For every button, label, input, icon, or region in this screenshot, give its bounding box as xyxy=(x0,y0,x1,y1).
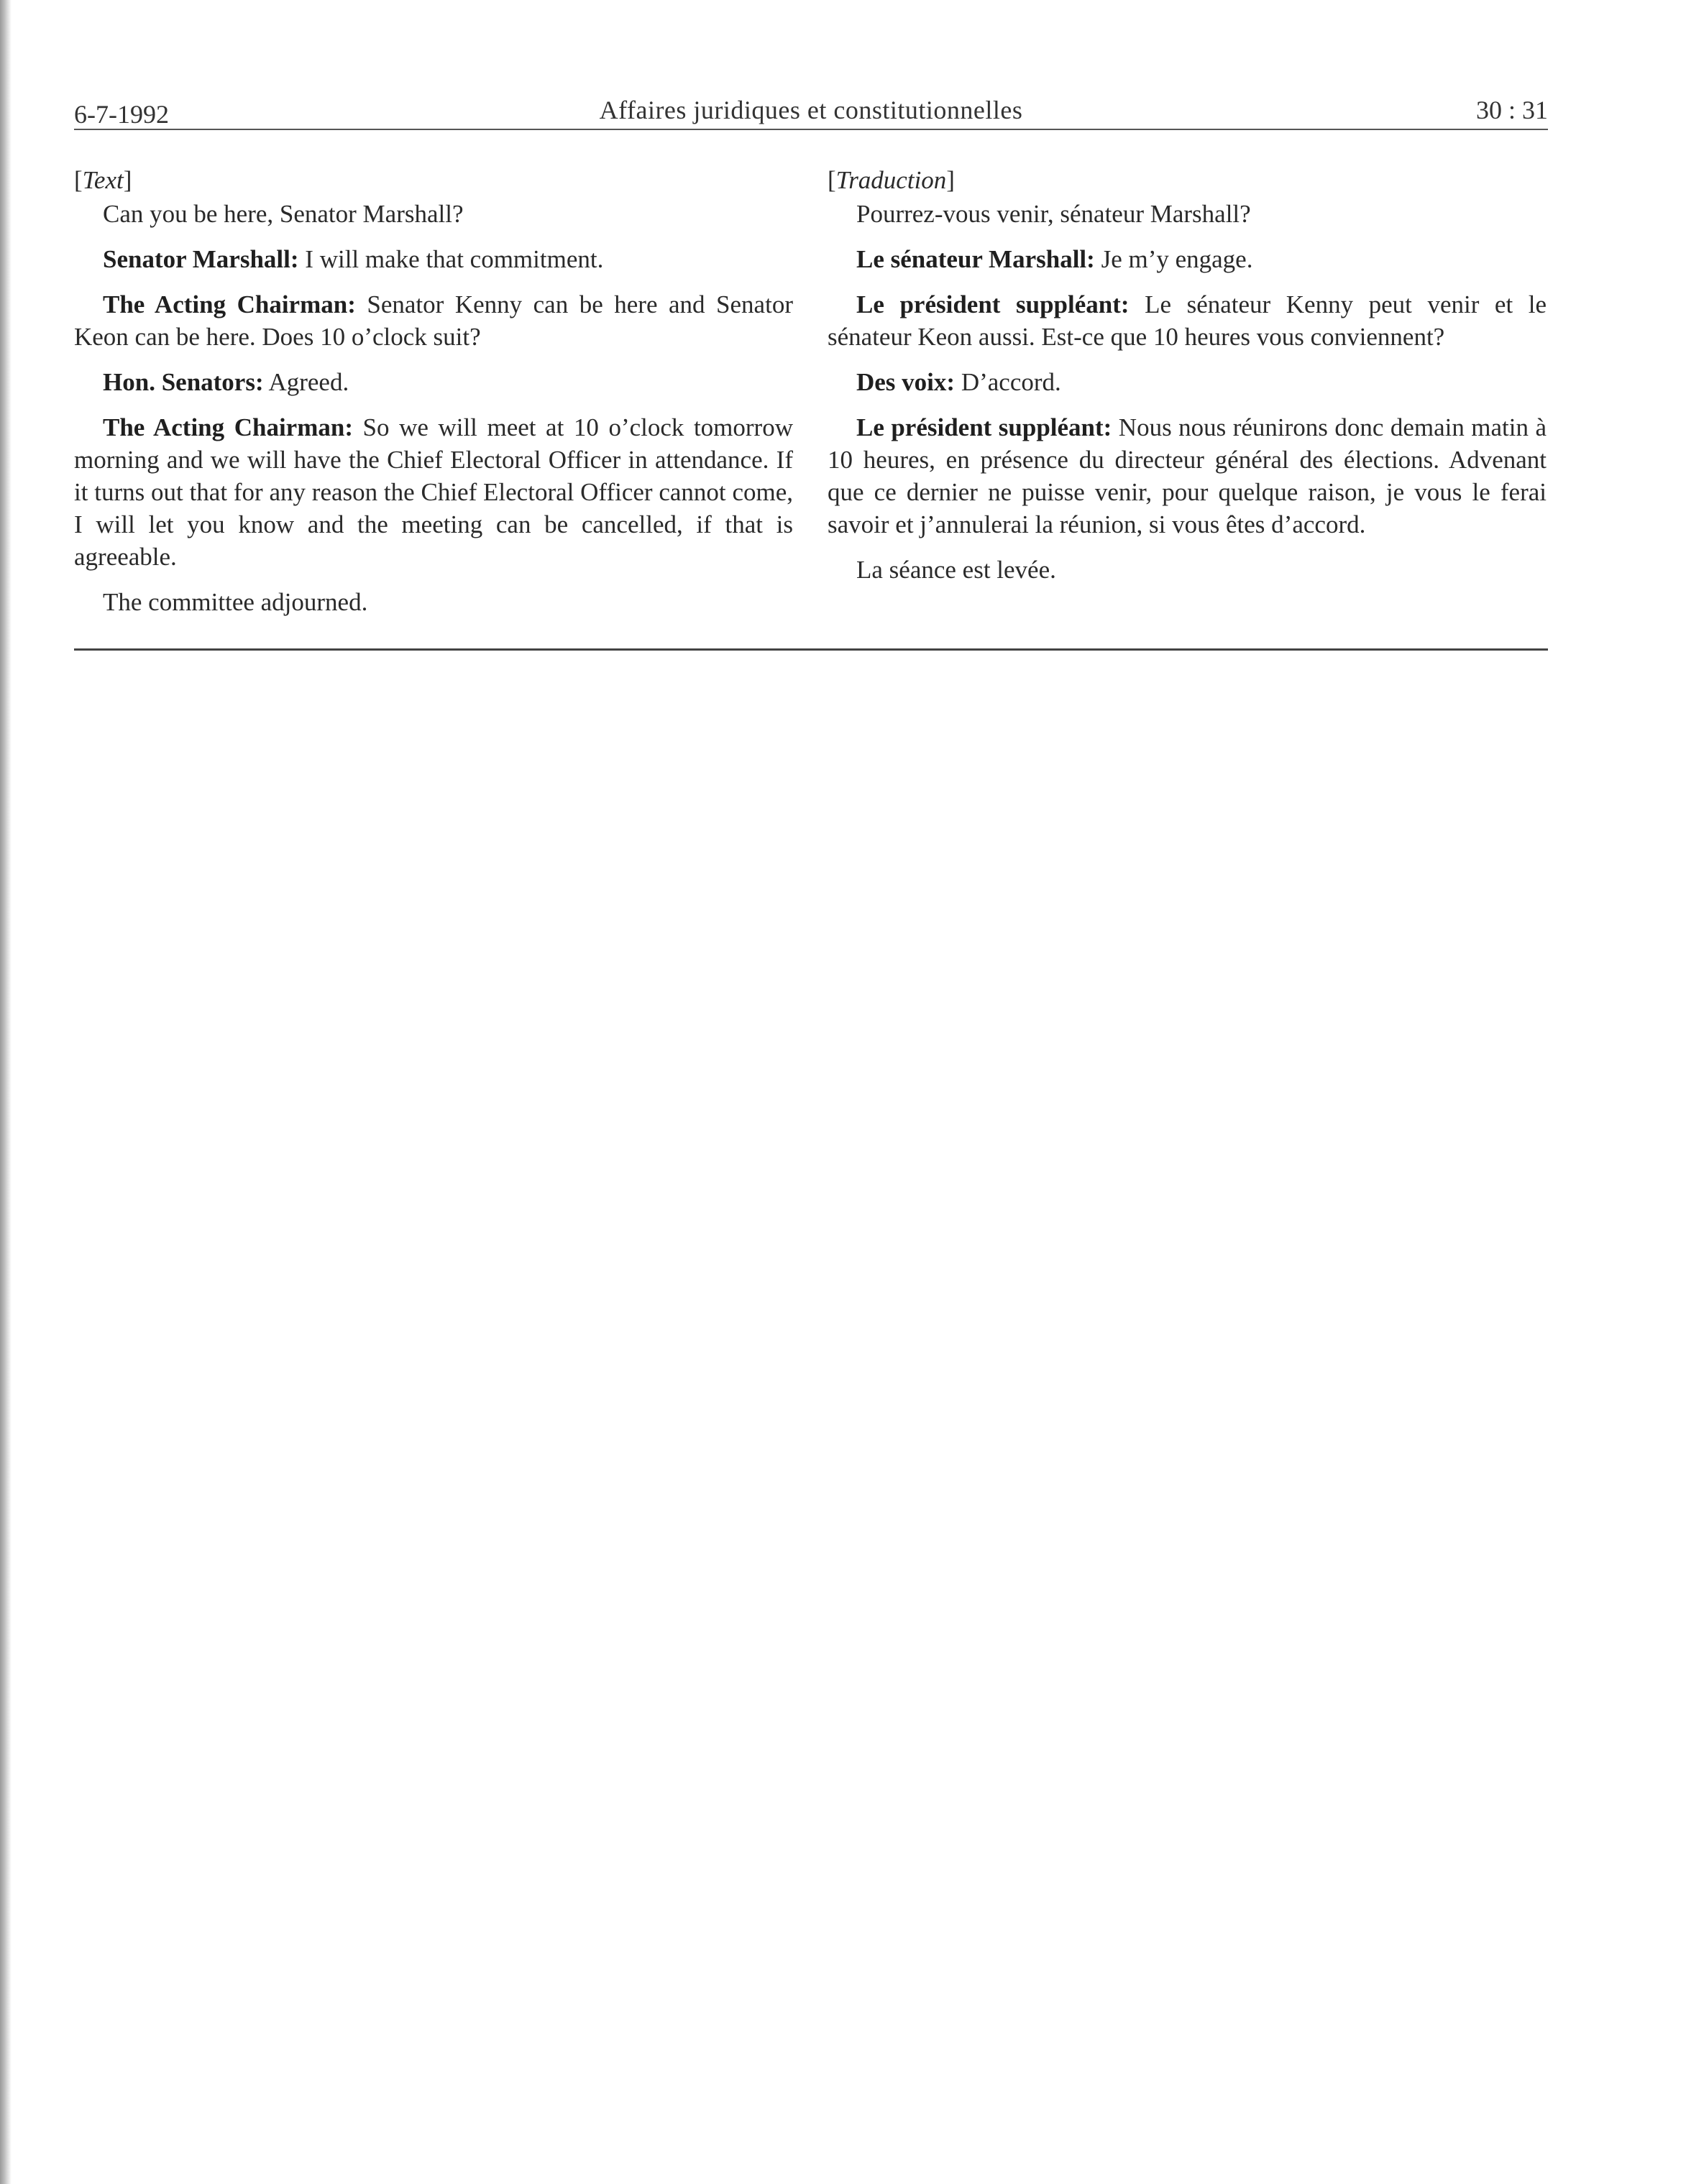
paragraph-text: Senator Kenny can be here and Senator Keon can be here. Does 10 o’clock suit? xyxy=(74,290,793,351)
paragraph-text: Le sénateur Kenny peut venir et le sénateur Keon aussi. Est-ce que 10 heures vous conviennent? xyxy=(828,290,1547,351)
section-tag-label: Text xyxy=(82,166,124,194)
section-tag: [Text] xyxy=(74,166,132,194)
paragraph xyxy=(74,243,793,275)
paragraph xyxy=(74,198,793,230)
page-header xyxy=(74,95,1548,132)
paragraph xyxy=(74,411,793,573)
speaker-name: The Acting Chairman: xyxy=(103,290,356,318)
speaker-name: The Acting Chairman: xyxy=(103,413,353,441)
paragraph-text: La séance est levée. xyxy=(856,556,1056,584)
header-page-number: 30 : 31 xyxy=(1475,96,1548,124)
footer-rule xyxy=(74,648,1548,651)
paragraph xyxy=(828,243,1547,275)
paragraph-text: I will make that commitment. xyxy=(298,245,604,273)
speaker-name: Hon. Senators: xyxy=(103,368,264,396)
header-date: 6-7-1992 xyxy=(74,100,169,129)
paragraph xyxy=(828,366,1547,398)
paragraph-text: Nous nous réunirons donc demain matin à 10 heures, en présence du directeur général des élections. Advenant que ce dernier ne puisse venir, pour quelque raison, je vous le ferai savoir et j’annulerai la réunion, si vous êtes d’accord. xyxy=(828,413,1547,538)
section-tag-label: Traduction xyxy=(835,166,947,194)
paragraph xyxy=(74,586,793,618)
header-title: Affaires juridiques et constitutionnelles xyxy=(599,96,1023,124)
english-column xyxy=(74,164,793,631)
paragraph-text: So we will meet at 10 o’clock tomorrow morning and we will have the Chief Electoral Officer in attendance. If it turns out that for any reason the Chief Electoral Officer cannot come, I will let you know and the meeting can be cancelled, if that is agreeable. xyxy=(74,413,793,571)
paragraph-text: Pourrez-vous venir, sénateur Marshall? xyxy=(856,200,1251,228)
speaker-name: Le sénateur Marshall: xyxy=(856,245,1095,273)
paragraph-text: The committee adjourned. xyxy=(103,588,368,616)
paragraph xyxy=(74,366,793,398)
paragraph xyxy=(74,288,793,353)
paragraph-text: Agreed. xyxy=(263,368,349,396)
speaker-name: Le président suppléant: xyxy=(856,413,1112,441)
paragraph-text: D’accord. xyxy=(955,368,1061,396)
scan-edge xyxy=(0,0,12,2184)
paragraph xyxy=(828,411,1547,541)
section-tag: [Traduction] xyxy=(828,166,955,194)
paragraph-text: Can you be here, Senator Marshall? xyxy=(103,200,464,228)
paragraph xyxy=(828,554,1547,586)
speaker-name: Des voix: xyxy=(856,368,956,396)
speaker-name: Senator Marshall: xyxy=(103,245,299,273)
header-rule xyxy=(74,129,1548,130)
paragraph xyxy=(828,198,1547,230)
speaker-name: Le président suppléant: xyxy=(856,290,1130,318)
paragraph-text: Je m’y engage. xyxy=(1094,245,1253,273)
paragraph xyxy=(828,288,1547,353)
french-column xyxy=(828,164,1547,599)
